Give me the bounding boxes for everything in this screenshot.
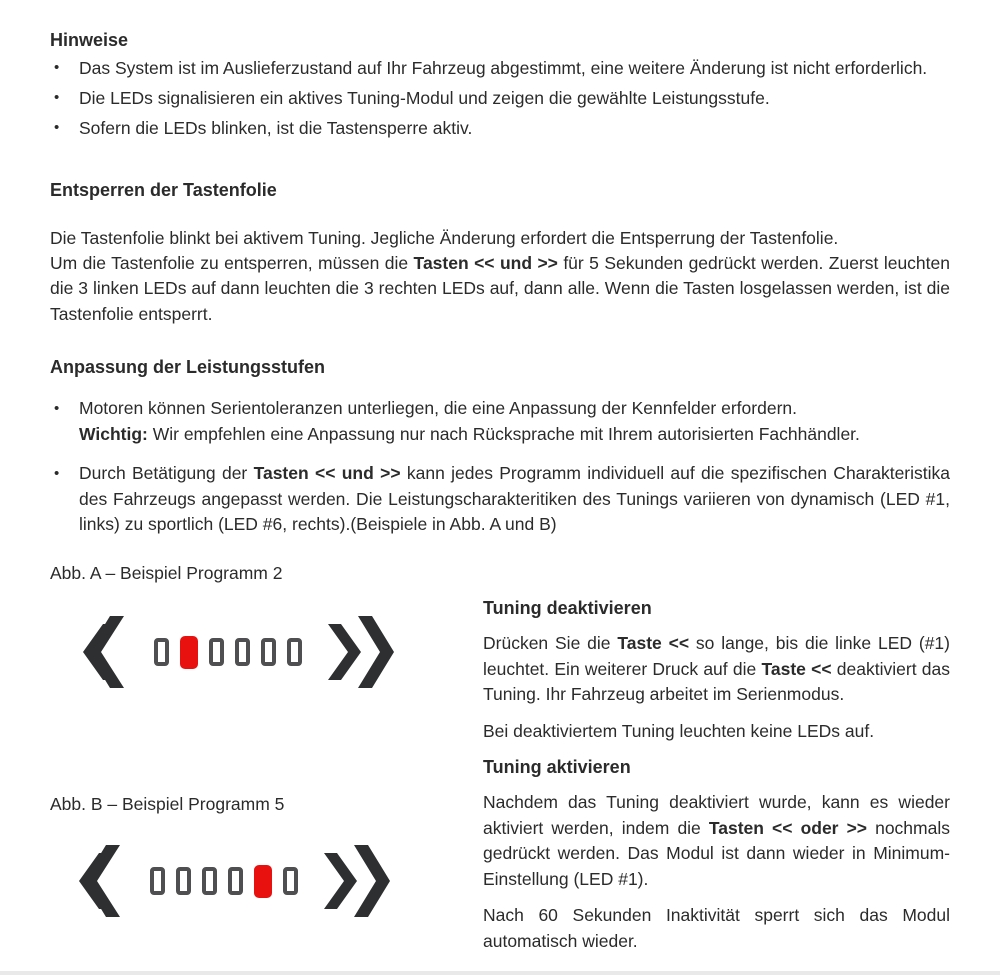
bold-text-segment: Tasten << und >>: [413, 253, 558, 274]
text-segment: Nach 60 Sekunden Inaktivität sperrt sich das Modul automatisch wieder.: [483, 905, 950, 951]
bold-text-segment: Tasten << und >>: [253, 463, 401, 483]
bullet-icon: •: [54, 119, 60, 136]
hinweise-list: [50, 55, 950, 141]
text-segment: für 5 Sekunden gedrückt werden. Zuerst leuchten die 3 linken LEDs auf dann leuchten die 3 rechten LEDs auf, dann alle. Wenn die Tasten losgelassen werden, ist die Tastenfolie entsperrt.: [50, 253, 950, 324]
list-item-text: [79, 398, 860, 444]
text-segment: Das System ist im Auslieferzustand auf Ihr Fahrzeug abgestimmt, eine weitere Änderung ist nicht erforderlich.: [79, 58, 928, 78]
text-segment: Die LEDs signalisieren ein aktives Tuning-Modul und zeigen die gewählte Leistungsstufe.: [79, 88, 770, 108]
bullet-icon: •: [54, 59, 60, 76]
section-anpassung: [50, 355, 950, 552]
bullet-icon: •: [54, 89, 60, 106]
entsperren-paragraph: [50, 226, 950, 327]
led-indicator-active: [180, 636, 198, 669]
list-item: [50, 396, 950, 447]
aktivieren-paragraph-2: [483, 903, 950, 954]
list-item-text: [79, 58, 927, 78]
list-item-text: [79, 88, 770, 108]
list-item: [50, 461, 950, 538]
right-column: [483, 596, 950, 965]
led-indicator: [202, 867, 217, 895]
section-title-aktivieren: Tuning aktivieren: [483, 757, 631, 777]
bullet-icon: •: [54, 465, 60, 482]
double-chevron-left-icon: [62, 616, 128, 688]
list-item: [50, 115, 950, 141]
list-item-text: [79, 463, 950, 534]
section-title-entsperren: Entsperren der Tastenfolie: [50, 180, 277, 200]
section-title-deaktivieren: Tuning deaktivieren: [483, 598, 652, 618]
text-segment: Motoren können Serientoleranzen unterliegen, die eine Anpassung der Kennfelder erfordern.: [79, 398, 797, 418]
list-item: [50, 55, 950, 81]
led-indicator: [283, 867, 298, 895]
bullet-icon: •: [54, 400, 60, 417]
bold-text-segment: Taste <<: [761, 658, 832, 679]
text-segment: kann jedes Programm individuell auf die spezifischen Charakteristika des Fahrzeugs angepasst werden. Die Leistungscharakteritiken des Tunings variieren von dynamisch (LED #1, links) zu sportlich (LED #6, rechts).(Beispiele in Abb. A und B): [79, 463, 951, 534]
led-indicator: [209, 638, 224, 666]
section-hinweise: [50, 28, 950, 145]
figure-a-label: Abb. A – Beispiel Programm 2: [50, 563, 283, 583]
page-bottom-edge: [0, 971, 1000, 975]
text-segment: Wir empfehlen eine Anpassung nur nach Rücksprache mit Ihrem autorisierten Fachhändler.: [147, 423, 860, 444]
led-indicator: [287, 638, 302, 666]
led-row: [150, 865, 298, 898]
section-entsperren: [50, 178, 950, 327]
deaktivieren-paragraph-2: [483, 719, 950, 745]
anpassung-list: [50, 396, 950, 538]
bold-text-segment: Taste <<: [617, 633, 690, 653]
section-title-anpassung: Anpassung der Leistungsstufen: [50, 357, 326, 377]
double-chevron-left-icon: [58, 845, 124, 917]
led-indicator: [154, 638, 169, 666]
list-item: [50, 85, 950, 111]
text-segment: Nachdem das Tuning deaktiviert wurde, kann es wieder aktiviert werden, indem die: [483, 792, 950, 838]
text-segment: Drücken Sie die: [483, 633, 618, 653]
text-segment: Sofern die LEDs blinken, ist die Tastensperre aktiv.: [79, 118, 473, 138]
text-segment: deaktiviert das Tuning. Ihr Fahrzeug arbeitet im Serienmodus.: [483, 658, 950, 704]
text-segment: nochmals gedrückt werden. Das Modul ist dann wieder in Minimum-Einstellung (LED #1).: [483, 817, 950, 889]
list-item-text: [79, 118, 472, 138]
double-chevron-right-icon: [328, 616, 394, 688]
bold-text-segment: Wichtig:: [79, 423, 148, 444]
aktivieren-paragraph-1: [483, 790, 950, 892]
led-indicator-active: [254, 865, 272, 898]
figure-b-led-display: [58, 845, 390, 917]
text-segment: so lange, bis die linke LED (#1) leuchtet. Ein weiterer Druck auf die: [483, 633, 950, 679]
text-segment: Bei deaktiviertem Tuning leuchten keine LEDs auf.: [483, 720, 875, 741]
text-segment: Die Tastenfolie blinkt bei aktivem Tuning. Jegliche Änderung erfordert die Entsperrung der Tastenfolie.: [50, 228, 839, 248]
bold-text-segment: Tasten << oder >>: [708, 817, 868, 838]
text-segment: Durch Betätigung der: [79, 463, 254, 483]
led-row: [154, 636, 302, 669]
figure-b-label: Abb. B – Beispiel Programm 5: [50, 794, 285, 814]
led-indicator: [261, 638, 276, 666]
led-indicator: [176, 867, 191, 895]
deaktivieren-paragraph-1: [483, 631, 950, 708]
led-indicator: [228, 867, 243, 895]
figure-a-led-display: [62, 616, 394, 688]
double-chevron-right-icon: [324, 845, 390, 917]
led-indicator: [235, 638, 250, 666]
led-indicator: [150, 867, 165, 895]
text-segment: Um die Tastenfolie zu entsperren, müssen die: [50, 253, 414, 274]
section-title-hinweise: Hinweise: [50, 30, 129, 50]
